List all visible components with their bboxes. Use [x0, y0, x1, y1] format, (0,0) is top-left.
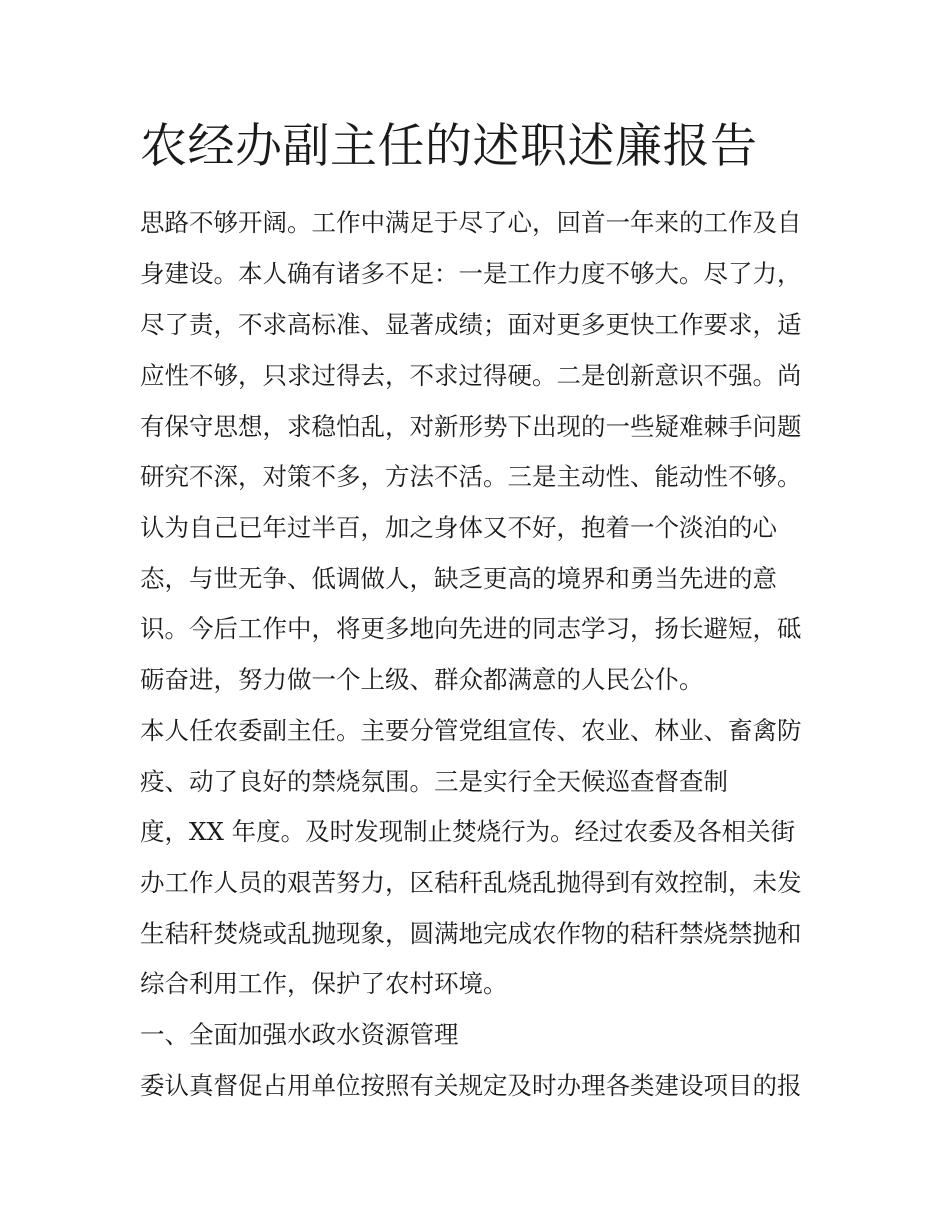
body-line: 研究不深，对策不多，方法不活。三是主动性、能动性不够。 — [140, 462, 802, 491]
body-line: 疫、动了良好的禁烧氛围。三是实行全天候巡查督查制 — [140, 767, 728, 796]
body-line: 委认真督促占用单位按照有关规定及时办理各类建设项目的报 — [140, 1071, 802, 1100]
body-line: 有保守思想，求稳怕乱，对新形势下出现的一些疑难棘手问题 — [140, 412, 802, 441]
body-line: 综合利用工作，保护了农村环境。 — [140, 969, 508, 998]
body-line: 本人任农委副主任。主要分管党组宣传、农业、林业、畜禽防 — [140, 716, 802, 745]
body-line: 思路不够开阔。工作中满足于尽了心，回首一年来的工作及自 — [140, 208, 802, 237]
body-line: 识。今后工作中，将更多地向先进的同志学习，扬长避短，砥 — [140, 614, 802, 643]
body-line: 生秸秆焚烧或乱抛现象，圆满地完成农作物的秸秆禁烧禁抛和 — [140, 919, 802, 948]
body-line: 认为自己已年过半百，加之身体又不好，抱着一个淡泊的心 — [140, 513, 777, 542]
body-line: 砺奋进，努力做一个上级、群众都满意的人民公仆。 — [140, 665, 704, 694]
body-line: 办工作人员的艰苦努力，区秸秆乱烧乱抛得到有效控制，未发 — [140, 868, 802, 897]
section-heading: 一、全面加强水政水资源管理 — [140, 1020, 459, 1049]
body-line: 应性不够，只求过得去，不求过得硬。二是创新意识不强。尚 — [140, 361, 802, 390]
body-line: 度，XX 年度。及时发现制止焚烧行为。经过农委及各相关街 — [140, 817, 796, 846]
body-line: 态，与世无争、低调做人，缺乏更高的境界和勇当先进的意 — [140, 564, 777, 593]
body-line: 尽了责，不求高标准、显著成绩；面对更多更快工作要求，适 — [140, 310, 802, 339]
body-line: 身建设。本人确有诸多不足：一是工作力度不够大。尽了力， — [140, 259, 802, 288]
document-title: 农经办副主任的述职述廉报告 — [140, 119, 758, 174]
